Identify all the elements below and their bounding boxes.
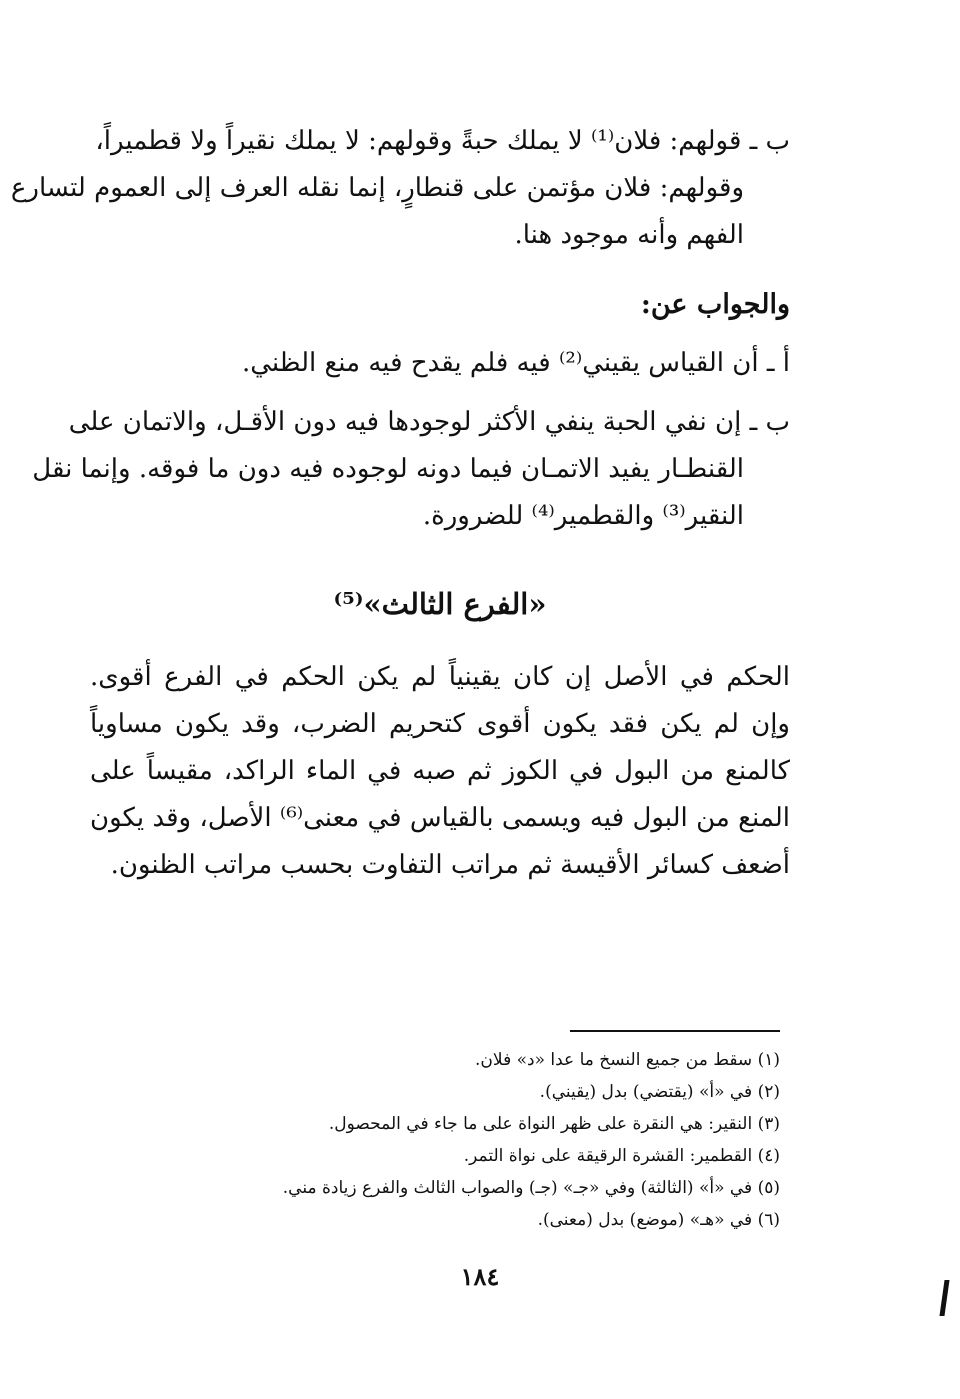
answer-b-line-2: القنطـار يفيد الاتمـان فيما دونه لوجوده فيه دون ما فوقه. وإنما نقل — [32, 454, 744, 484]
footnote-6: (٦) في «هـ» (موضع) بدل (معنى). — [537, 1210, 780, 1230]
objection-b-line-1: ب ـ قولهم: فلان⁽¹⁾ لا يملك حبةً وقولهم: لا يملك نقيراً ولا قطميراً، — [95, 126, 790, 156]
answer-heading: والجواب عن: — [640, 289, 790, 320]
objection-b-line-2: وقولهم: فلان مؤتمن على قنطارٍ، إنما نقله العرف إلى العموم لتسارع — [10, 173, 744, 203]
answer-b-line-3: النقير⁽³⁾ والقطمير⁽⁴⁾ للضرورة. — [422, 501, 744, 531]
answer-b — [32, 399, 790, 540]
footnote-3: (٣) النقير: هي النقرة على ظهر النواة على ما جاء في المحصول. — [328, 1114, 780, 1134]
footnote-1: (١) سقط من جميع النسخ ما عدا «د» فلان. — [475, 1050, 780, 1070]
page-number: ١٨٤ — [460, 1262, 500, 1291]
footnote-5: (٥) في «أ» (الثالثة) وفي «جـ» (جـ) والصواب الثالث والفرع زيادة مني. — [282, 1178, 780, 1198]
third-branch-paragraph: الحكم في الأصل إن كان يقينياً لم يكن الحكم في الفرع أقوى. وإن لم يكن فقد يكون أقوى كتحريم الضرب، وقد يكون مساوياً كالمنع من البول في الكوز ثم صبه في الماء الراكد، مقيساً على المنع من البول فيه ويسمى بالقياس في معنى⁽⁶⁾ الأصل، وقد يكون أضعف كسائر الأقيسة ثم مراتب التفاوت بحسب مراتب الظنون. — [90, 662, 790, 880]
answer-b-line-1: ب ـ إن نفي الحبة ينفي الأكثر لوجودها فيه دون الأقـل، والاتمان على — [68, 407, 790, 437]
answer-a: أ ـ أن القياس يقيني⁽²⁾ فيه فلم يقدح فيه منع الظني. — [241, 348, 790, 378]
branch-title: «الفرع الثالث»⁽⁵⁾ — [333, 587, 547, 621]
footnote-separator — [570, 1030, 780, 1032]
footnotes — [220, 1030, 780, 1236]
objection-b — [10, 118, 790, 259]
page-body — [10, 118, 790, 915]
footnote-2: (٢) في «أ» (يقتضي) بدل (يقيني). — [539, 1082, 780, 1102]
objection-b-line-3: الفهم وأنه موجود هنا. — [514, 220, 744, 250]
footnote-4: (٤) القطمير: القشرة الرقيقة على نواة التمر. — [463, 1146, 780, 1166]
